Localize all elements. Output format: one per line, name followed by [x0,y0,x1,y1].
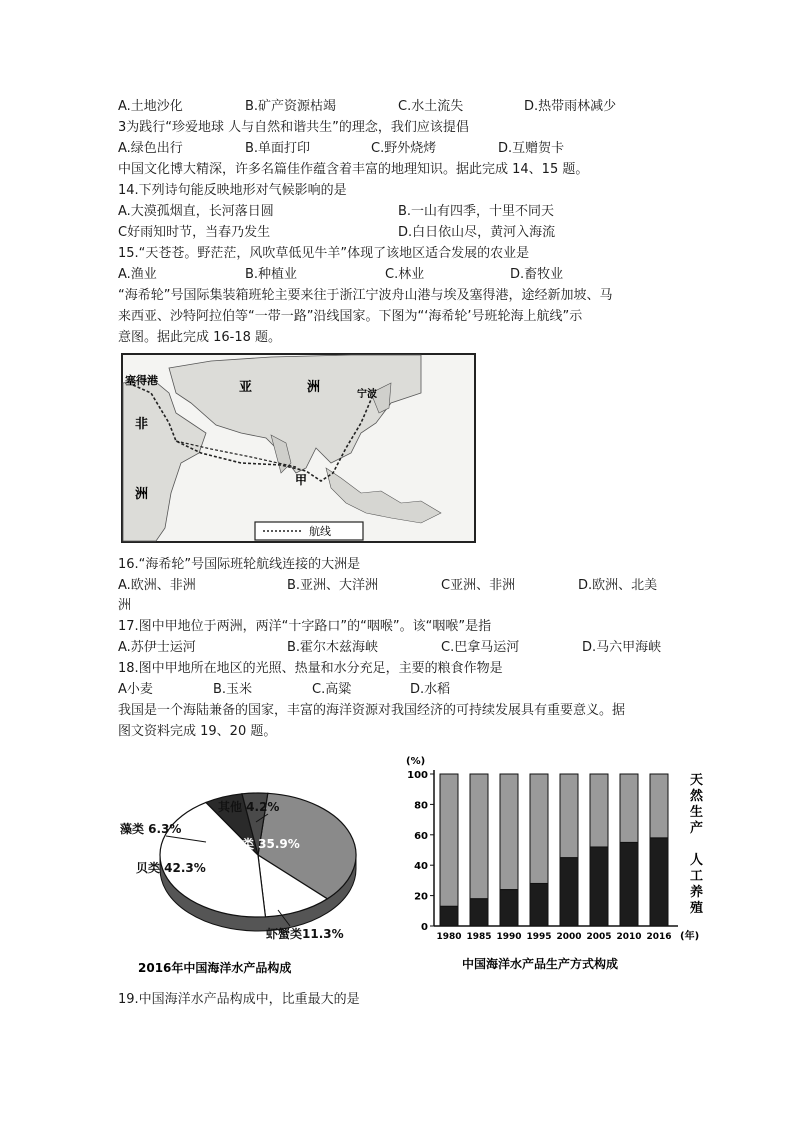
bar-x-tick-label: 2000 [556,932,582,942]
bar-legend-wild [690,773,704,836]
pie-caption: 2016年中国海洋水产品构成 [138,961,292,975]
q17-option-a: A.苏伊士运河 [118,640,196,655]
pie-chart-figure [118,770,388,980]
bar-caption: 中国海洋水产品生产方式构成 [462,957,619,971]
map-label-africa-1: 非 [135,417,149,432]
q14-option-a: A.大漠孤烟直，长河落日圆 [118,204,274,219]
bar-farmed-1995 [530,883,548,926]
bar-x-tick-label: 1985 [466,932,492,942]
q18-stem: 18.图中甲地所在地区的光照、热量和水分充足，主要的粮食作物是 [118,661,503,676]
bar-x-tick-label: 2010 [616,932,642,942]
bar-x-tick-label: 1980 [436,932,462,942]
pie-label-虾蟹类: 虾蟹类11.3% [266,927,344,941]
bar-farmed-1985 [470,899,488,926]
q15-stem: 15.“天苍苍。野茫茫，风吹草低见牛羊”体现了该地区适合发展的农业是 [118,246,530,261]
q17-stem: 17.图中甲地位于两洲，两洋“十字路口”的“咽喉”。该“咽喉”是指 [118,619,492,634]
map-legend-label: 航线 [309,525,331,538]
q16-stem: 16.“海希轮”号国际班轮航线连接的大洲是 [118,557,361,572]
pie-label-其他: 其他 4.2% [218,800,280,814]
intro-16-18-line2: 来西亚、沙特阿拉伯等“一带一路”沿线国家。下图为“‘海希轮’号班轮海上航线”示 [118,309,583,324]
q15-option-d: D.畜牧业 [510,267,564,282]
pie-label-贝类: 贝类 42.3% [136,861,206,875]
q15-option-a: A.渔业 [118,267,157,282]
bar-x-tick-label: 1990 [496,932,522,942]
bar-legend-farmed [690,853,703,916]
intro-19-20-line2: 图文资料完成 19、20 题。 [118,724,277,739]
q16-option-d: D.欧洲、北美 [578,578,658,593]
bar-y-tick-label: 60 [414,830,428,842]
map-label-africa-2: 洲 [135,487,149,502]
shipping-route-map [121,353,476,543]
q14-option-d: D.白日依山尽，黄河入海流 [398,225,556,240]
q12-option-b: B.矿产资源枯竭 [245,99,337,114]
q13-stem: 3为践行“珍爱地球 人与自然和谐共生”的理念，我们应该提倡 [118,120,469,135]
q15-option-c: C.林业 [385,267,425,282]
q13-option-a: A.绿色出行 [118,141,183,156]
q13-option-d: D.互赠贺卡 [498,141,565,156]
map-label-asia-1: 亚 [239,380,253,395]
map-label-port-said: 塞得港 [125,374,158,387]
q12-option-a: A.土地沙化 [118,99,183,114]
q14-stem: 14.下列诗句能反映地形对气候影响的是 [118,183,347,198]
pie-label-藻类: 藻类 6.3% [120,822,182,836]
q15-option-b: B.种植业 [245,267,298,282]
q18-option-c: C.高粱 [312,682,352,697]
bar-farmed-1990 [500,890,518,926]
q17-option-b: B.霍尔木兹海峡 [287,640,379,655]
q16-option-d-continued: 洲 [118,598,132,613]
bar-bars [440,774,668,926]
bar-farmed-2000 [560,858,578,926]
q18-option-d: D.水稻 [410,682,451,697]
q13-option-b: B.单面打印 [245,141,311,156]
bar-x-tick-label: 2005 [586,932,612,942]
bar-legend-farmed-char: 工 [690,869,704,884]
intro-14-15: 中国文化博大精深，许多名篇佳作蕴含着丰富的地理知识。据此完成 14、15 题。 [118,162,589,177]
q16-option-b: B.亚洲、大洋洲 [287,578,379,593]
bar-y-tick-label: 20 [414,891,428,903]
bar-wild-2000 [560,774,578,858]
bar-x-tick-label: 2016 [646,932,672,942]
bar-y-tick-label: 100 [407,770,428,781]
bar-wild-1985 [470,774,488,899]
q12-option-c: C.水土流失 [398,99,464,114]
bar-wild-2005 [590,774,608,847]
bar-wild-1995 [530,774,548,883]
bar-y-tick-label: 40 [414,861,428,873]
bar-legend-farmed-char: 殖 [690,901,704,916]
bar-wild-2010 [620,774,638,842]
bar-farmed-2005 [590,847,608,926]
intro-19-20-line1: 我国是一个海陆兼备的国家，丰富的海洋资源对我国经济的可持续发展具有重要意义。据 [118,703,626,718]
q19-stem: 19.中国海洋水产品构成中，比重最大的是 [118,992,360,1007]
q17-option-c: C.巴拿马运河 [441,640,520,655]
bar-wild-1990 [500,774,518,890]
q18-option-b: B.玉米 [213,682,253,697]
q17-option-d: D.马六甲海峡 [582,640,662,655]
q16-option-c: C亚洲、非洲 [441,578,516,593]
bar-x-tick-label: 1995 [526,932,552,942]
bar-chart-figure [400,752,730,977]
map-label-jia: 甲 [295,473,308,487]
map-label-ningbo: 宁波 [357,389,377,400]
q13-option-c: C.野外烧烤 [371,141,437,156]
bar-farmed-2016 [650,838,668,926]
bar-legend-wild-char: 生 [690,805,704,820]
bar-farmed-1980 [440,906,458,926]
bar-legend-farmed-char: 养 [690,885,704,900]
q18-option-a: A小麦 [118,682,153,697]
bar-legend-wild-char: 然 [690,789,704,804]
bar-legend-farmed-char: 人 [690,853,704,868]
bar-wild-1980 [440,774,458,906]
q14-option-b: B.一山有四季，十里不同天 [398,204,555,219]
bar-axes [430,770,678,926]
bar-legend-wild-char: 产 [690,821,704,836]
map-label-asia-2: 洲 [307,380,321,395]
q12-option-d: D.热带雨林减少 [524,99,617,114]
q14-option-c: C好雨知时节，当春乃发生 [118,225,271,240]
bar-legend-wild-char: 天 [690,773,704,788]
pie-label-鱼类: 鱼类 35.9% [230,837,300,851]
bar-y-unit: (%) [406,756,426,767]
bar-y-tick-label: 80 [414,800,428,812]
bar-wild-2016 [650,774,668,838]
intro-16-18-line1: “海希轮”号国际集装箱班轮主要来往于浙江宁波舟山港与埃及塞得港，途经新加坡、马 [118,288,613,303]
q16-option-a: A.欧洲、非洲 [118,578,196,593]
bar-x-unit: (年) [680,931,700,942]
intro-16-18-line3: 意图。据此完成 16-18 题。 [118,330,282,345]
bar-farmed-2010 [620,842,638,926]
bar-y-tick-label: 0 [421,922,428,933]
